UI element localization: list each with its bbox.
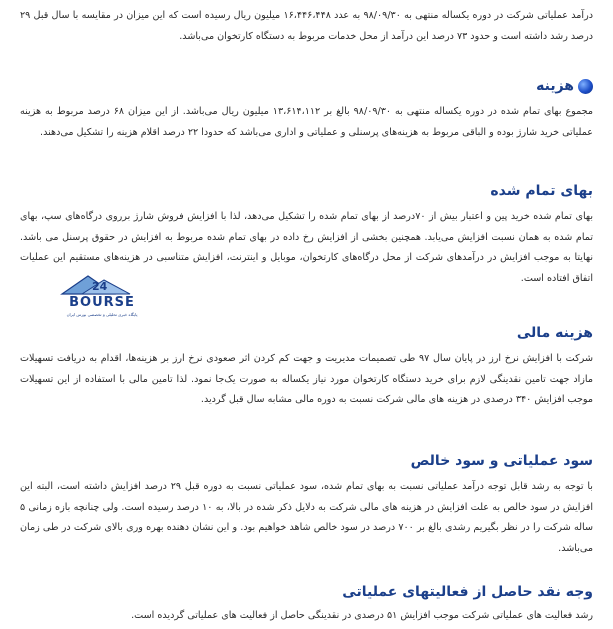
cashflow-heading: وجه نقد حاصل از فعالیتهای عملیاتی xyxy=(342,584,593,600)
bourse-logo xyxy=(52,268,152,322)
cost-heading-text: هزینه xyxy=(536,78,574,94)
bullet-icon xyxy=(578,79,593,94)
bourse-logo-mark xyxy=(52,268,152,312)
logo-wordmark: BOURSE xyxy=(69,295,135,310)
cost-heading xyxy=(536,78,593,94)
finance-heading: هزینه مالی xyxy=(516,325,593,341)
intro-paragraph: درآمد عملیاتی شرکت در دوره یکساله منتهی به ۹۸/۰۹/۳۰ به عدد ۱۶،۴۴۶،۴۴۸ میلیون ریال رسیده است که این میزان در مقایسه با سال قبل ۲۹ درصد رشد داشته است و حدود ۷۳ درصد این درآمد از محل خدمات مربوط به دستگاه کارتخوان می‌باشد. xyxy=(20,10,593,42)
logo-caption: پایگاه خبری تحلیلی و تخصصی بورس ایران xyxy=(66,312,138,317)
finance-paragraph: شرکت با افزایش نرخ ارز در پایان سال ۹۷ طی تصمیمات مدیریت و جهت کم کردن اثر صعودی نرخ ارز بر هزینه‌ها، اقدام به دریافت تسهیلات مازاد جهت تامین نقدینگی لازم برای خرید دستگاه کارتخوان مورد نیاز یکساله به صورت یک‌جا نمود. لذا تامین مالی با استفاده از این تسهیلات موجب افزایش ۳۴۰ درصدی در هزینه های مالی شرکت نسبت به دوره مالی مشابه سال قبل گردید. xyxy=(20,353,593,405)
profit-heading: سود عملیاتی و سود خالص xyxy=(410,453,593,469)
cashflow-paragraph: رشد فعالیت های عملیاتی شرکت موجب افزایش ۵۱ درصدی در نقدینگی حاصل از فعالیت های عملیاتی گردیده است. xyxy=(131,610,593,621)
svg-text:24: 24 xyxy=(92,280,108,293)
cogs-paragraph: بهای تمام شده خرید پین و اعتبار بیش از ۷۰درصد از بهای تمام شده را تشکیل می‌دهد، لذا با افزایش فروش شارژ برروی درگاه‌های سپ، بهای تمام شده به همان نسبت افزایش می‌یابد. همچنین بخشی از افزایش رخ داده در بهای تمام شده مربوط به افزایش در حقوق پرسنل می باشد. نهایتا به موجب افزایش در درآمدهای شرکت از محل درگاه‌های کارتخوان، موبایل و اینترنت، افزایش متناسبی در هزینه‌های مستقیم این عملیات اتفاق افتاده است. xyxy=(20,211,593,284)
profit-paragraph: با توجه به رشد قابل توجه درآمد عملیاتی نسبت به بهای تمام شده، سود عملیاتی نسبت به دوره قبل ۲۹ درصد افزایش داشته است، البته این افزایش در سود خالص به علت افزایش در هزینه های مالی شرکت به دلایل ذکر شده در بالا، به ۱۰ درصد رسیده است. ولی چنانچه بازه زمانی ۵ ساله شرکت را در نظر بگیریم رشدی بالغ بر ۷۰۰ درصد در سود خالص شاهد خواهیم بود. و این نشان دهنده بهره وری بالای شرکت در طی زمان می‌باشد. xyxy=(20,481,593,554)
cost-paragraph: مجموع بهای تمام شده در دوره یکساله منتهی به ۹۸/۰۹/۳۰ بالغ بر ۱۳،۶۱۴،۱۱۲ میلیون ریال می‌باشد. از این میزان ۶۸ درصد مربوط به هزینه عملیاتی خرید شارژ بوده و الباقی مربوط به هزینه‌های پرسنلی و عملیاتی و اداری می‌باشد که حدودا ۲۲ درصد اقلام هزینه را تشکیل می‌دهند. xyxy=(20,106,593,138)
cogs-heading: بهای تمام شده xyxy=(490,183,593,199)
